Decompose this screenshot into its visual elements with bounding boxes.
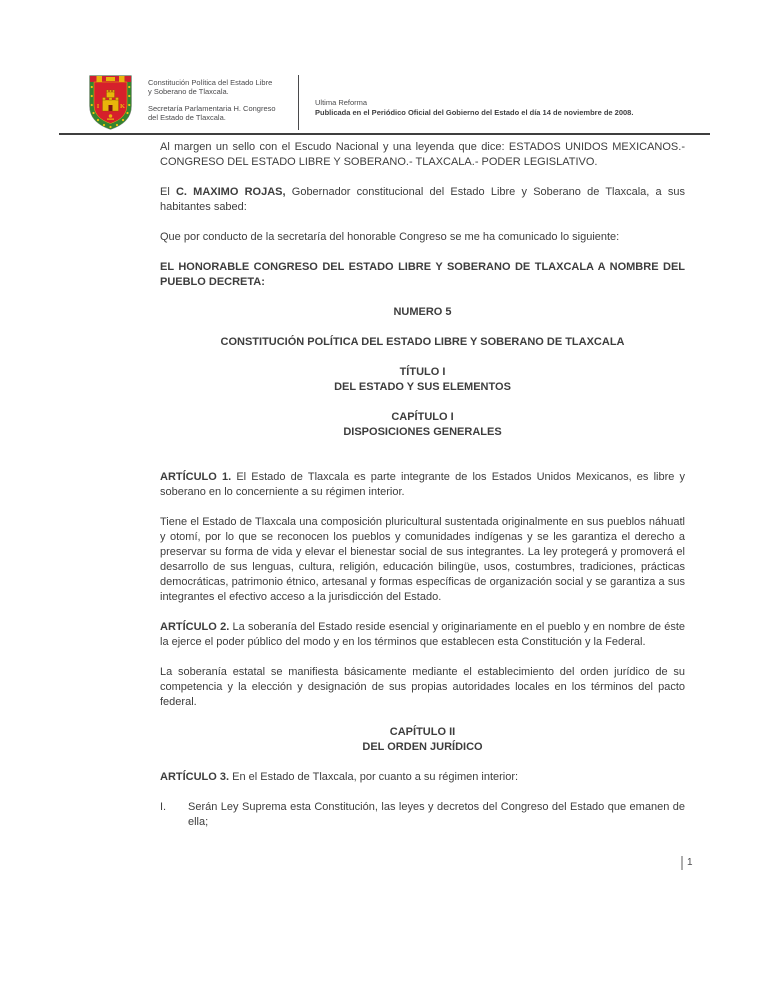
paragraph-articulo-2-soberania: La soberanía estatal se manifiesta básicamente mediante el establecimiento del orden jurídico de su competencia y la elección y designación de sus propias autoridades locales en los términos del pacto federal.: [160, 666, 685, 708]
capitulo-2-subtitle: DEL ORDEN JURÍDICO: [362, 741, 483, 753]
document-header: [87, 74, 660, 131]
titulo-1-subtitle: DEL ESTADO Y SUS ELEMENTOS: [334, 381, 511, 393]
fraccion-i-numeral: I.: [160, 801, 167, 813]
paragraph-decreta: EL HONORABLE CONGRESO DEL ESTADO LIBRE Y SOBERANO DE TLAXCALA A NOMBRE DEL PUEBLO DECRETA:: [160, 261, 685, 288]
articulo-1-text: El Estado de Tlaxcala es parte integrante de los Estados Unidos Mexicanos, es libre y soberano en lo concerniente a su régimen interior.: [160, 471, 686, 498]
fraccion-i: [160, 800, 685, 830]
page-number-value: 1: [687, 857, 693, 868]
gobernador-lead: El: [160, 186, 170, 198]
paragraph-articulo-1: [160, 470, 685, 500]
paragraph-articulo-3: [160, 770, 685, 785]
heading-numero-5: NUMERO 5: [393, 306, 452, 318]
fraccion-i-text: Serán Ley Suprema esta Constitución, las leyes y decretos del Congreso del Estado que emanen de ella;: [188, 801, 685, 828]
tlaxcala-coat-of-arms-icon: [87, 74, 134, 131]
svg-text:K: K: [119, 103, 126, 110]
articulo-3-label: ARTÍCULO 3.: [160, 771, 230, 783]
gobernador-name: C. MAXIMO ROJAS,: [175, 186, 286, 198]
articulo-2-text: La soberanía del Estado reside esencial y originariamente en el pueblo y en nombre de éste la ejerce el poder público del modo y en los términos que establecen esta Constitución y la Federal.: [160, 621, 686, 648]
org-block-spacer: [148, 96, 284, 104]
capitulo-2-label: CAPÍTULO II: [389, 726, 456, 738]
gobernador-rest: Gobernador constitucional del Estado Libre y Soberano de Tlaxcala, a sus habitantes sabed:: [160, 186, 685, 213]
paragraph-gobernador: [160, 185, 685, 215]
document-body: [160, 140, 685, 845]
org-title-line2: y Soberano de Tlaxcala.: [148, 87, 229, 96]
org-title-line1: Constitución Política del Estado Libre: [148, 78, 273, 87]
heading-constitucion-title: CONSTITUCIÓN POLÍTICA DEL ESTADO LIBRE Y SOBERANO DE TLAXCALA: [220, 336, 625, 348]
heading-capitulo-2: [160, 725, 685, 755]
svg-text:I: I: [96, 103, 100, 110]
articulo-2-label: ARTÍCULO 2.: [160, 621, 230, 633]
paragraph-articulo-2: [160, 620, 685, 650]
last-reform-block: [315, 74, 660, 118]
paragraph-articulo-1-pluricultural: Tiene el Estado de Tlaxcala una composición pluricultural sustentada originalmente en sus pueblos náhuatl y otomí, por lo que se reconocen los pueblos y comunidades indígenas y se les garantiza el derecho a preservar su forma de vida y elevar el bienestar social de sus integrantes. La ley protegerá y promoverá el desarrollo de sus lenguas, cultura, religión, educación bilingüe, usos, costumbres, tradiciones, prácticas democráticas, patrimonio étnico, artesanal y formas específicas de organización social y se garantiza a sus integrantes el efectivo acceso a la jurisdicción del Estado.: [160, 516, 685, 603]
org-secretariat-line1: Secretaría Parlamentaria H. Congreso: [148, 104, 276, 113]
page-number: [681, 856, 693, 870]
last-reform-label: Ultima Reforma: [315, 98, 368, 107]
capitulo-1-label: CAPÍTULO I: [391, 411, 454, 423]
paragraph-conducto: Que por conducto de la secretaría del honorable Congreso se me ha comunicado lo siguiente:: [160, 231, 620, 243]
last-reform-detail: Publicada en el Periódico Oficial del Gobierno del Estado el día 14 de noviembre de 2008.: [315, 108, 634, 117]
header-vertical-divider: [298, 75, 299, 130]
heading-capitulo-1: [160, 410, 685, 440]
articulo-1-label: ARTÍCULO 1.: [160, 471, 232, 483]
heading-titulo-1: [160, 365, 685, 395]
titulo-1-label: TÍTULO I: [399, 366, 446, 378]
capitulo-1-subtitle: DISPOSICIONES GENERALES: [343, 426, 502, 438]
articulo-3-text: En el Estado de Tlaxcala, por cuanto a su régimen interior:: [232, 771, 519, 783]
org-secretariat-line2: del Estado de Tlaxcala.: [148, 113, 226, 122]
paragraph-al-margen: Al margen un sello con el Escudo Nacional y una leyenda que dice: ESTADOS UNIDOS MEXICANOS.- CONGRESO DEL ESTADO LIBRE Y SOBERANO.- TLAXCALA.- PODER LEGISLATIVO.: [160, 141, 685, 168]
issuing-organization-block: [148, 74, 284, 122]
header-horizontal-rule: [59, 133, 710, 135]
